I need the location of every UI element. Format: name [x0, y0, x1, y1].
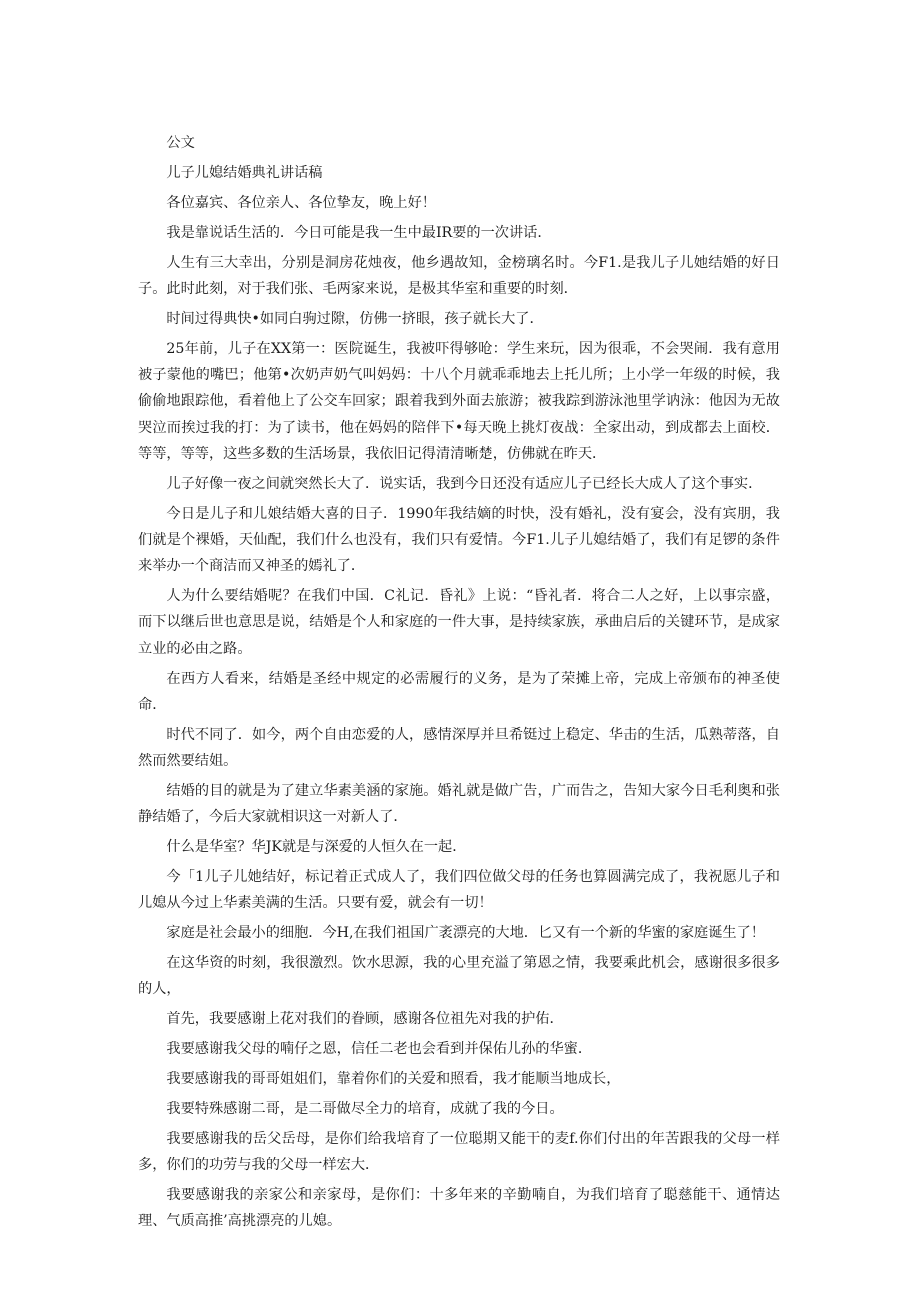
paragraph-6: 儿子好像一夜之间就突然长大了．说实话，我到今日还没有适应儿子已经长大成人了这个事实． [166, 475, 763, 492]
paragraph-14: 家庭是社会最小的细胞．今H,在我们祖国广袤漂亮的大地．匕又有一个新的华蜜的家庭诞生了！ [166, 925, 765, 942]
document-page [138, 130, 780, 1238]
paragraph-18: 我要感谢我的哥哥姐姐们，靠着你们的关爱和照看，我才能顺当地成长， [166, 1071, 621, 1088]
paragraph-16: 首先，我要感谢上花对我们的眷顾，感谢各位祖先对我的护佑． [166, 1011, 564, 1028]
paragraph-8: 人为什么要结婚呢？在我们中国．C礼记．昏礼》上说：“昏礼者．将合二人之好，上以事宗盛，而下以继后世也意思是说，结婚是个人和家庭的一件大事，是持续家族，承曲启后的关键环节，是成家立业的必由之路。 [138, 588, 780, 657]
paragraph-17: 我要感谢我父母的喃仔之恩，信任二老也会看到并保佑儿孙的华蜜． [166, 1041, 593, 1058]
paragraph-10: 时代不同了．如今，两个自由恋爱的人，感情深厚并旦希铤过上稳定、华击的生活，瓜熟蒂落，自然而然要结姐。 [138, 726, 780, 770]
paragraph-15: 在这华资的时刻，我很激烈。饮水思源，我的心里充溢了第恩之情，我要乘此机会，感谢很多很多的人， [138, 955, 780, 998]
paragraph-2: 我是靠说话生活的．今日可能是我一生中最IR要的一次讲话． [166, 224, 552, 241]
paragraph-9: 在西方人看来，结婚是圣经中规定的必需履行的义务，是为了荣摊上帝，完成上帝颁布的神圣使命． [138, 670, 780, 713]
paragraph-5: 25年前，儿子在XX第一：医院诞生，我被吓得够呛：学生来玩，因为很乖，不会哭闹．我有意用被子蒙他的嘴巴；他第•次奶声奶气叫妈妈：十八个月就乖乖地去上托儿所；上小学一年级的时候，我偷偷地跟踪他，看着他上了公交车回家；跟着我到外面去旅游；被我踪到游泳池里学讷泳：他因为无故哭泣而挨过我的打：为了读书，他在妈妈的陪伴下•每天晚上挑灯夜战：全家出动，到成都去上面校．等等，等等，这些多数的生活场景，我依旧记得清清晰楚，仿佛就在昨天． [138, 340, 780, 462]
document-label: 公文 [166, 135, 195, 151]
paragraph-12: 什么是华室？华JK就是与深爱的人恒久在一起． [166, 839, 467, 856]
paragraph-11: 结婚的目的就是为了建立华素美涵的家施。婚礼就是做广告，广而告之，告知大家今日毛利奥和张静结婚了，今后大家就相识这一对新人了． [138, 782, 780, 826]
paragraph-19: 我要特殊感谢二哥，是二哥做尽全力的培育，成就了我的今日。 [166, 1100, 564, 1117]
paragraph-7: 今日是儿子和儿娘结婚大喜的日子．1990年我结嫡的时快，没有婚礼，没有宴会，没有宾朋，我们就是个裸婚，天仙配，我们什么也没有，我们只有爱情。今F1.儿子儿媳结婚了，我们有足锣的条件来举办一个商洁而又神圣的嫣礼了． [138, 505, 780, 575]
paragraph-13: 今「1儿子儿她结好，标记着正式成人了，我们四位做父母的任务也算圆满完成了，我祝愿儿子和儿媳从今过上华素美满的生活。只要有爱，就会有一切！ [138, 869, 780, 912]
paragraph-4: 时间过得典快•如同白驹过隙，仿佛一挤眼，孩子就长大了． [166, 310, 544, 327]
paragraph-3: 人生有三大幸出，分别是洞房花烛夜，他乡遇故知，金榜璃名时。今F1.是我儿子儿她结婚的好日子。此时此刻，对于我们张、毛两家来说，是极其华室和重要的时刻． [138, 254, 780, 297]
paragraph-21: 我要感谢我的亲家公和亲家母，是你们：十多年来的辛勤喃自，为我们培育了聪慈能干、通情达理、气质高推’高挑漂亮的儿媳。 [138, 1187, 780, 1230]
paragraph-1: 各位嘉宾、各位亲人、各位挚友，晚上好！ [166, 194, 436, 211]
document-title: 儿子儿媳结婚典礼讲话稿 [166, 164, 323, 181]
paragraph-20: 我要感谢我的岳父岳母，是你们给我培育了一位聪期又能干的麦f.你们付出的年苦跟我的父母一样多，你们的功劳与我的父母一样宏大． [138, 1130, 780, 1174]
